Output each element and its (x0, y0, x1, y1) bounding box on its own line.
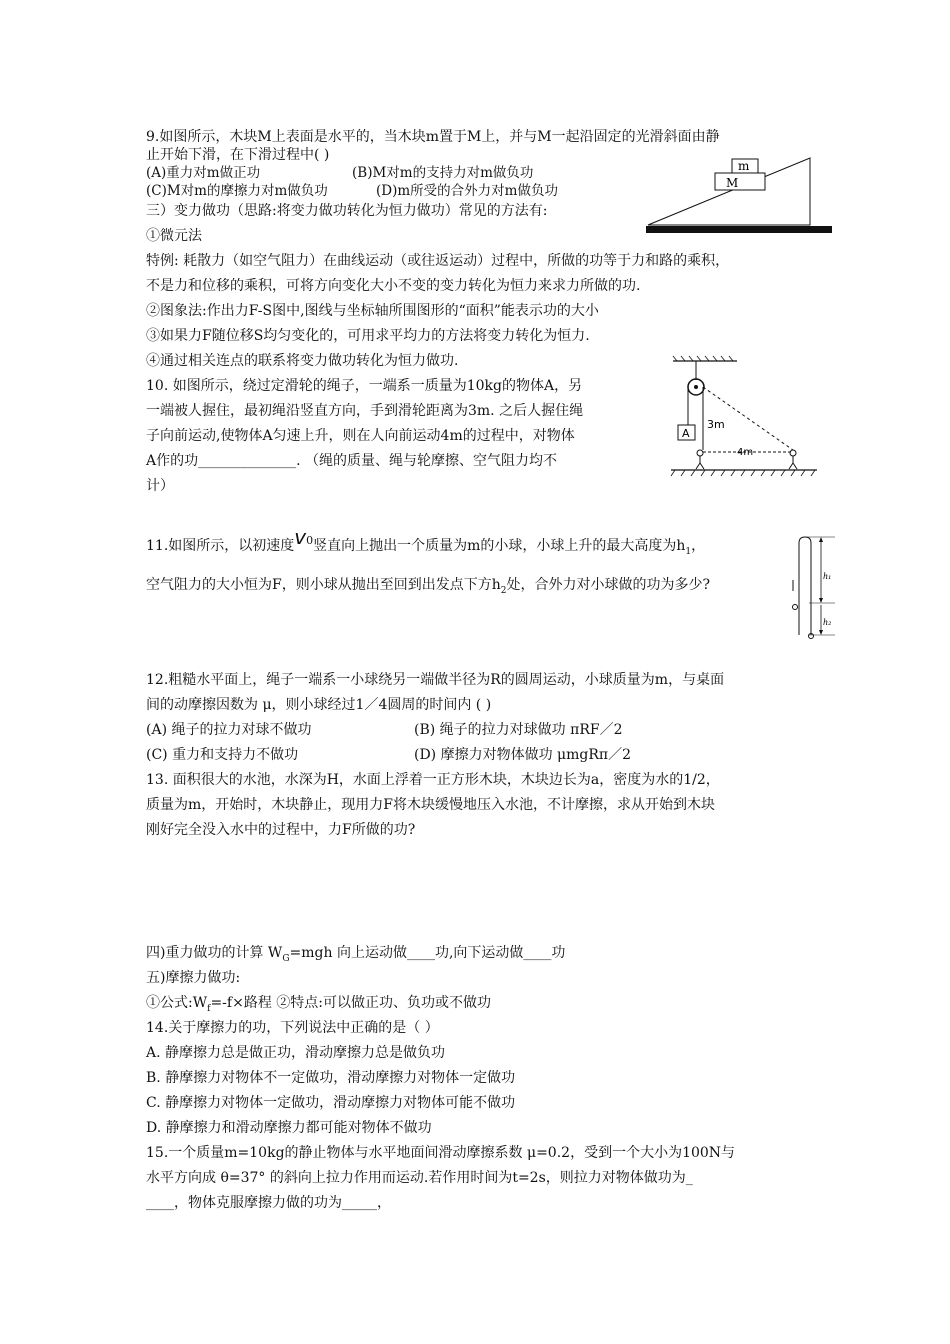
sec3-method2: ②图象法:作出力F-S图中,图线与坐标轴所围图形的“面积”能表示功的大小 (146, 303, 599, 319)
q12-line2: 间的动摩擦因数为 μ，则小球经过1／4圆周的时间内 ( ) (146, 697, 492, 713)
incline-figure (640, 150, 840, 240)
sec3-title: 三）变力做功（思路:将变力做功转化为恒力做功）常见的方法有: (146, 203, 548, 219)
q11-text-b: 竖直向上抛出一个质量为m的小球，小球上升的最大高度为h (313, 538, 686, 554)
sec5-text-b: =-f×路程 ②特点:可以做正功、负功或不做功 (210, 995, 491, 1011)
q15-line1: 15.一个质量m=10kg的静止物体与水平地面间滑动摩擦系数 μ=0.2，受到一个大小为100N与 (146, 1145, 736, 1161)
throw-figure (785, 535, 840, 640)
q10-line5: 计） (146, 478, 174, 494)
label-3m: 3m (707, 418, 725, 431)
sec5-formula (146, 994, 491, 1018)
sec4-text-a: 四)重力做功的计算 W (146, 945, 283, 961)
q11-text-c: ， (691, 538, 706, 554)
sec3-example-line1: 特例: 耗散力（如空气阻力）在曲线运动（或往返运动）过程中，所做的功等于力和路的乘积， (146, 253, 730, 269)
q10-line2: 一端被人握住，最初绳沿竖直方向，手到滑轮距离为3m. 之后人握住绳 (146, 403, 584, 419)
q13-line2: 质量为m，开始时，木块静止，现用力F将木块缓慢地压入水池，不计摩擦，求从开始到木块 (146, 797, 715, 813)
block-M (715, 173, 765, 190)
q10-line1: 10. 如图所示，绕过定滑轮的绳子，一端系一质量为10kg的物体A，另 (146, 378, 583, 394)
sec3-method3: ③如果力F随位移S均匀变化的，可用求平均力的方法将变力转化为恒力. (146, 328, 590, 344)
q12-line1: 12.粗糙水平面上，绳子一端系一小球绕另一端做半径为R的圆周运动，小球质量为m，与桌面 (146, 672, 725, 688)
v0-symbol: v (294, 525, 307, 549)
q13-line1: 13. 面积很大的水池，水深为H，水面上浮着一正方形木块，木块边长为a，密度为水的1/2， (146, 772, 720, 788)
q15-line2: 水平方向成 θ=37° 的斜向上拉力作用而运动.若作用时间为t=2s，则拉力对物体做功为_ (146, 1170, 693, 1186)
q14-option-a: A. 静摩擦力总是做正功，滑动摩擦力总是做负功 (146, 1045, 446, 1061)
q10-line3: 子向前运动,使物体A匀速上升，则在人向前运动4m的过程中，对物体 (146, 428, 575, 444)
label-h1: h₁ (823, 572, 832, 581)
q14-option-b: B. 静摩擦力对物体不一定做功，滑动摩擦力对物体一定做功 (146, 1070, 516, 1086)
person-end (789, 450, 797, 469)
q14-stem: 14.关于摩擦力的功，下列说法中正确的是（ ） (146, 1020, 439, 1036)
person-start (696, 450, 704, 469)
q11-text-e: 处，合外力对小球做的功为多少? (506, 577, 710, 593)
q12-option-a: (A) 绳子的拉力对球不做功 (146, 722, 312, 738)
q11-line1 (146, 525, 706, 561)
v0-subscript: 0 (306, 534, 314, 547)
sec4-subscript: G (282, 953, 290, 964)
label-A: A (682, 427, 690, 440)
q9-stem-line1: 9.如图所示，木块M上表面是水平的，当木块m置于M上，并与M一起沿固定的光滑斜面由静 (146, 129, 720, 145)
label-M: M (726, 176, 739, 190)
q12-option-c: (C) 重力和支持力不做功 (146, 747, 299, 763)
q9-option-d: (D)m所受的合外力对m做负功 (376, 183, 558, 199)
q10-line4: A作的功______________. （绳的质量、绳与轮摩擦、空气阻力均不 (146, 453, 558, 469)
q13-line3: 刚好完全没入水中的过程中，力F所做的功? (146, 822, 416, 838)
sec5-title: 五)摩擦力做功: (146, 970, 241, 986)
q14-option-d: D. 静摩擦力和滑动摩擦力都可能对物体不做功 (146, 1120, 432, 1136)
sec3-method4: ④通过相关连点的联系将变力做功转化为恒力做功. (146, 353, 459, 369)
label-h2: h₂ (823, 618, 832, 627)
h2-subscript: 2 (500, 585, 507, 596)
label-4m: 4m (737, 447, 754, 458)
sec4-gravity-work (146, 944, 565, 968)
q9-option-c: (C)M对m的摩擦力对m做负功 (146, 183, 328, 199)
h1-subscript: 1 (685, 546, 692, 557)
q11-line2 (146, 576, 710, 600)
q11-text-a: 11.如图所示，以初速度 (146, 538, 295, 554)
sec3-method1: ①微元法 (146, 228, 202, 244)
label-m: m (738, 159, 750, 173)
q9-stem-line2: 止开始下滑，在下滑过程中( ) (146, 147, 330, 163)
q12-option-d: (D) 摩擦力对物体做功 μmgRπ／2 (414, 747, 632, 763)
q11-text-d: 空气阻力的大小恒为F，则小球从抛出至回到出发点下方h (146, 577, 501, 593)
q9-option-b: (B)M对m的支持力对m做负功 (352, 165, 534, 181)
sec5-subscript: f (207, 1003, 211, 1014)
q9-option-a: (A)重力对m做正功 (146, 165, 261, 181)
sec3-example-line2: 不是力和位移的乘积，可将方向变化大小不变的变力转化为恒力来求力所做的功. (146, 278, 641, 294)
sec4-text-b: =mgh 向上运动做____功,向下运动做____功 (289, 945, 566, 961)
q15-line3: ____，物体克服摩擦力做的功为_____， (146, 1195, 391, 1211)
pulley-figure (665, 355, 825, 485)
q14-option-c: C. 静摩擦力对物体一定做功，滑动摩擦力对物体可能不做功 (146, 1095, 516, 1111)
sec5-text-a: ①公式:W (146, 995, 208, 1011)
q12-option-b: (B) 绳子的拉力对球做功 πRF／2 (414, 722, 623, 738)
